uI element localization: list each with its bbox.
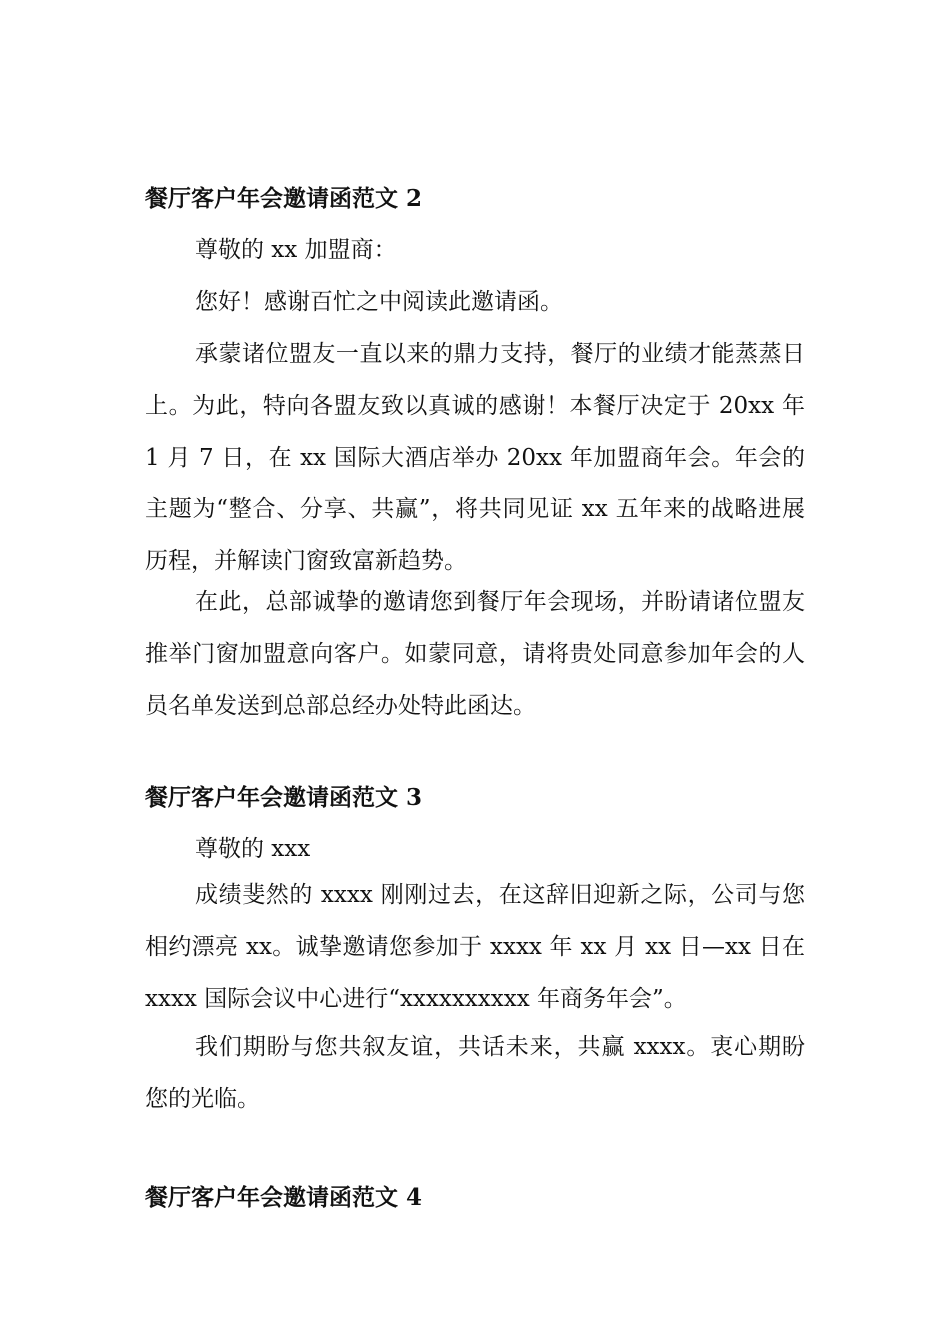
section-heading-4: 餐厅客户年会邀请函范文 4: [145, 1184, 423, 1211]
paragraph-2-3: 在此，总部诚挚的邀请您到餐厅年会现场，并盼请诸位盟友推举门窗加盟意向客户。如蒙同意，请将贵处同意参加年会的人员名单发送到总部总经办处特此函达。: [145, 589, 805, 719]
salutation-3: 尊敬的 xxx: [195, 836, 311, 862]
paragraph-2-1: 您好！感谢百忙之中阅读此邀请函。: [195, 289, 563, 315]
paragraph-3-1: 成绩斐然的 xxxx 刚刚过去，在这辞旧迎新之际，公司与您相约漂亮 xx。诚挚邀请您参加于 xxxx 年 xx 月 xx 日—xx 日在 xxxx 国际会议中心进行“xxxxxxxxxx 年商务年会”。: [145, 882, 805, 1012]
section-heading-3: 餐厅客户年会邀请函范文 3: [145, 784, 423, 811]
paragraph-3-2: 我们期盼与您共叙友谊，共话未来，共赢 xxxx。衷心期盼您的光临。: [145, 1034, 805, 1112]
section-heading-2: 餐厅客户年会邀请函范文 2: [145, 185, 423, 212]
salutation-2: 尊敬的 xx 加盟商：: [195, 237, 397, 263]
paragraph-2-2: 承蒙诸位盟友一直以来的鼎力支持，餐厅的业绩才能蒸蒸日上。为此，特向各盟友致以真诚的感谢！本餐厅决定于 20xx 年 1 月 7 日，在 xx 国际大酒店举办 20xx 年加盟商年会。年会的主题为“整合、分享、共赢”，将共同见证 xx 五年来的战略进展历程，并解读门窗致富新趋势。: [145, 341, 805, 575]
